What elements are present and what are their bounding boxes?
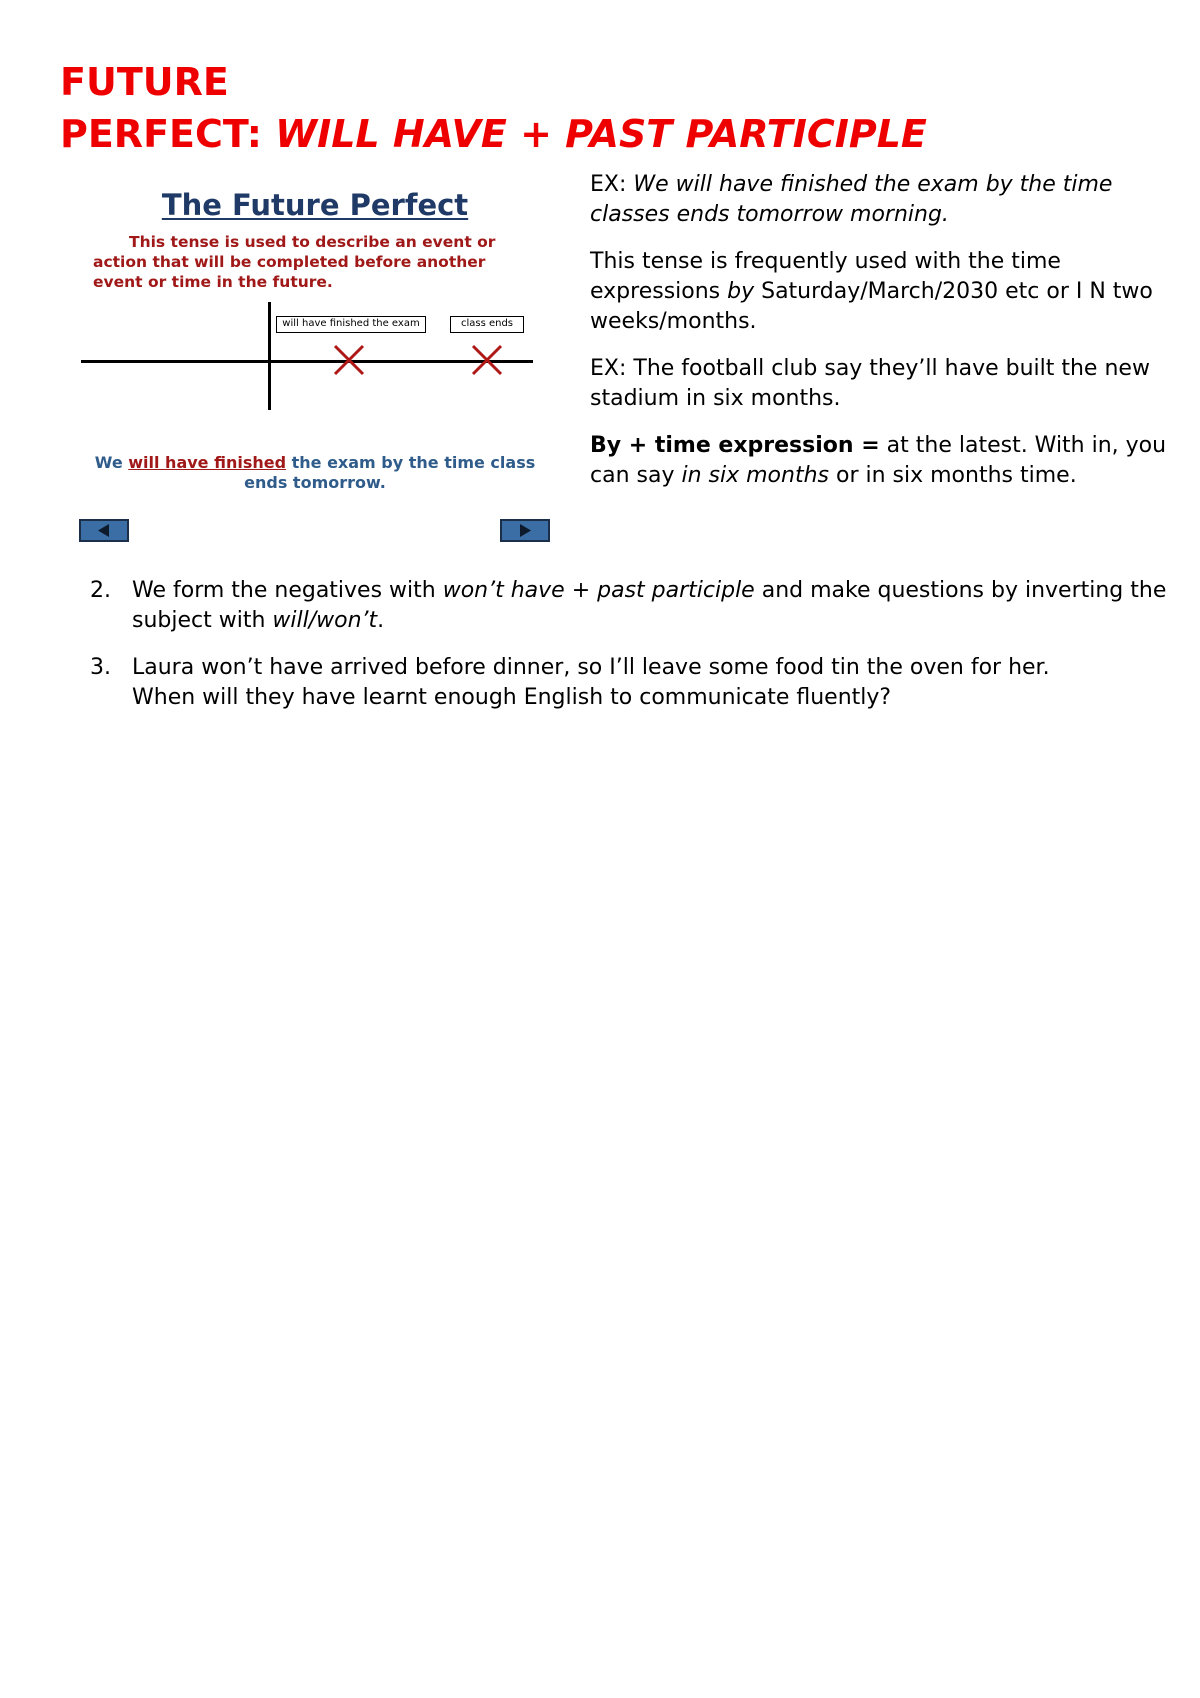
time-expression-note: By + time expression = at the latest. With in, you can say in six months or in six months time. <box>590 433 1167 488</box>
list-number: 3. <box>90 655 111 680</box>
left-arrow-icon <box>81 521 127 540</box>
title-line2-prefix: PERFECT: <box>60 112 276 156</box>
right-arrow-icon <box>502 521 548 540</box>
list-number: 2. <box>90 578 111 603</box>
x-mark-icon <box>331 342 367 378</box>
slide-description: This tense is used to describe an event or action that will be completed before another event or time in the future. <box>93 233 496 291</box>
slide-example-sentence: We will have finished the exam by the time class ends tomorrow. <box>94 453 536 492</box>
slide-title: The Future Perfect <box>161 188 469 222</box>
example-1: EX: We will have finished the exam by the time classes ends tomorrow morning. <box>590 172 1113 227</box>
example-2: EX: The football club say they’ll have built the new stadium in six months. <box>590 356 1150 411</box>
page-title <box>60 56 927 160</box>
explanation-column <box>590 170 1170 508</box>
x-mark-icon <box>469 342 505 378</box>
timeline-label-class-ends: class ends <box>450 316 524 333</box>
next-slide-button[interactable] <box>500 519 550 542</box>
list-item: 3. Laura won’t have arrived before dinner, so I’ll leave some food tin the oven for her. When will they have learnt enough English to communicate fluently? <box>90 655 1050 710</box>
list-item: 2. We form the negatives with won’t have + past participle and make questions by inverting the subject with will/won’t. <box>90 578 1167 633</box>
previous-slide-button[interactable] <box>79 519 129 542</box>
numbered-list <box>90 576 1170 730</box>
timeline-label-finished: will have finished the exam <box>276 316 426 333</box>
timeline-now-marker <box>268 302 271 410</box>
usage-note: This tense is frequently used with the time expressions by Saturday/March/2030 etc or I N two weeks/months. <box>590 249 1153 334</box>
title-line1: FUTURE <box>60 60 229 104</box>
slide-example-verb: will have finished <box>128 453 287 472</box>
timeline-axis <box>81 360 533 363</box>
title-line2-formula: WILL HAVE + PAST PARTICIPLE <box>275 112 927 156</box>
future-perfect-slide-image <box>75 180 555 555</box>
